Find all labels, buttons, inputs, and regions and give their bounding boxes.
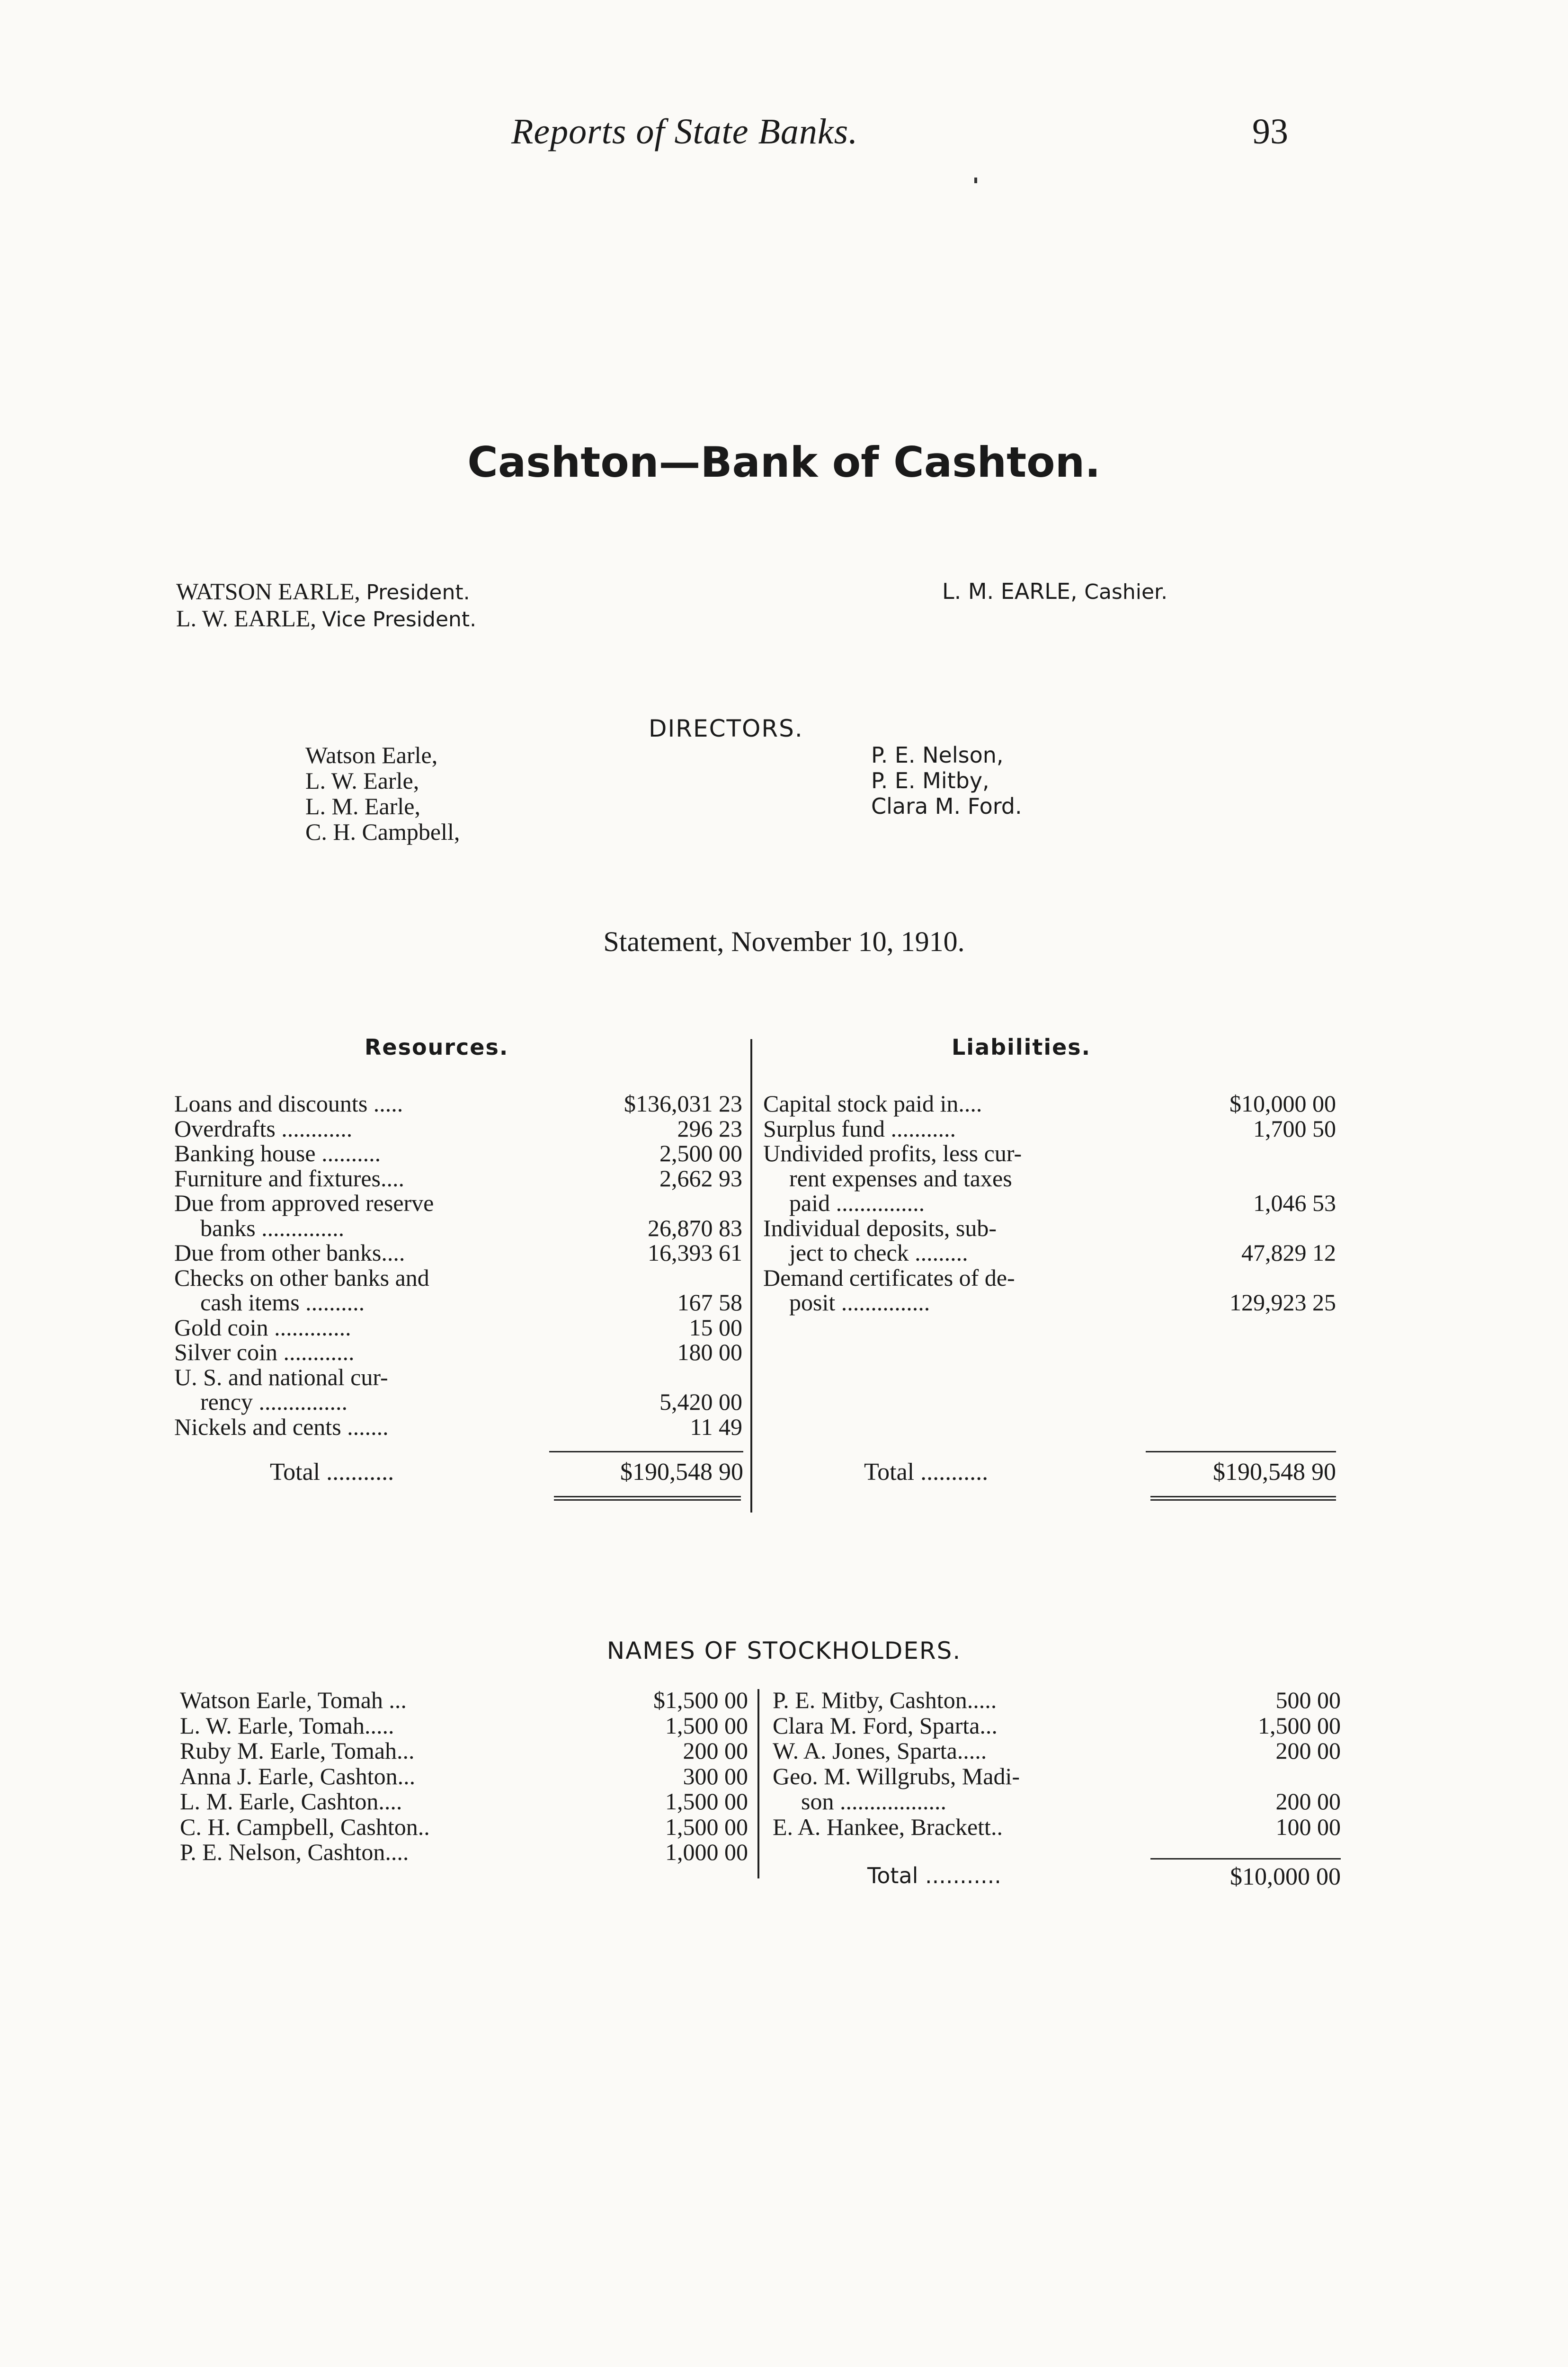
stockholder-row-amount: 200 00 xyxy=(1275,1737,1341,1764)
resource-row-label: banks .............. xyxy=(200,1214,345,1241)
stockholders-left-list xyxy=(180,1688,748,1865)
cashier-line xyxy=(942,578,1167,605)
stockholder-row xyxy=(180,1688,748,1713)
cashier-name: L. M. EARLE, xyxy=(942,578,1078,604)
resource-row-label: Nickels and cents ....... xyxy=(174,1413,389,1440)
resource-row-label: Banking house .......... xyxy=(174,1140,381,1166)
liabilities-total-amount: $190,548 90 xyxy=(1213,1459,1336,1486)
directors-right-list xyxy=(871,742,1022,819)
resource-row-label: Due from other banks.... xyxy=(174,1239,405,1266)
resource-row-label: Overdrafts ............ xyxy=(174,1115,353,1142)
resource-row-label: rency ............... xyxy=(200,1388,348,1415)
stockholder-row xyxy=(773,1738,1341,1764)
liability-row xyxy=(763,1091,1336,1116)
resources-total-amount: $190,548 90 xyxy=(620,1459,743,1486)
resource-row-label: Checks on other banks and xyxy=(174,1264,429,1291)
liability-row-label: Undivided profits, less cur- xyxy=(763,1140,1022,1166)
resource-row xyxy=(174,1166,742,1191)
stockholder-row xyxy=(773,1815,1341,1840)
liability-row-label: Capital stock paid in.... xyxy=(763,1090,982,1117)
stockholders-heading: NAMES OF STOCKHOLDERS. xyxy=(606,1637,962,1664)
stockholders-total-label: Total ........... xyxy=(867,1863,1001,1888)
stockholder-row-label: L. W. Earle, Tomah..... xyxy=(180,1712,394,1739)
resource-row-amount: 167 58 xyxy=(677,1289,742,1316)
resource-row-amount: 5,420 00 xyxy=(659,1388,742,1415)
liability-row-label: Surplus fund ........... xyxy=(763,1115,956,1142)
stockholder-row-amount: 1,500 00 xyxy=(665,1813,748,1840)
resource-row xyxy=(174,1415,742,1440)
stockholder-row xyxy=(773,1764,1341,1789)
resource-row xyxy=(174,1240,742,1265)
stockholder-row-amount: 1,500 00 xyxy=(665,1788,748,1815)
resource-row xyxy=(174,1290,742,1315)
resource-row-amount: $136,031 23 xyxy=(624,1090,742,1117)
stockholder-row-amount: 200 00 xyxy=(1275,1788,1341,1815)
resource-row xyxy=(174,1216,742,1241)
stockholder-row xyxy=(180,1738,748,1764)
stockholders-right-list xyxy=(773,1688,1341,1840)
director-name: L. M. Earle, xyxy=(305,793,420,819)
resource-row xyxy=(174,1091,742,1116)
resource-row-label: Due from approved reserve xyxy=(174,1190,434,1216)
resource-row-amount: 26,870 83 xyxy=(648,1214,742,1241)
liabilities-total-label: Total ........... xyxy=(864,1459,989,1486)
stockholder-row xyxy=(180,1815,748,1840)
page-number: 93 xyxy=(1252,112,1288,151)
director-name: P. E. Nelson, xyxy=(871,742,1004,768)
stockholder-row xyxy=(180,1789,748,1815)
resource-row-label: Gold coin ............. xyxy=(174,1314,351,1341)
director-name: Clara M. Ford. xyxy=(871,793,1022,819)
resource-row-amount: 16,393 61 xyxy=(648,1239,742,1266)
liability-row-label: paid ............... xyxy=(789,1190,925,1216)
resource-row xyxy=(174,1315,742,1340)
president-line xyxy=(176,578,476,605)
director-name: Watson Earle, xyxy=(305,742,438,768)
stockholder-row xyxy=(773,1789,1341,1815)
running-title: Reports of State Banks. xyxy=(511,112,858,151)
liability-row-label: ject to check ......... xyxy=(789,1239,968,1266)
stockholder-row-amount: 1,500 00 xyxy=(1258,1712,1341,1739)
resource-row xyxy=(174,1389,742,1415)
resource-row-amount: 296 23 xyxy=(677,1115,742,1142)
director-name: P. E. Mitby, xyxy=(871,768,989,793)
stockholder-row-label: C. H. Campbell, Cashton.. xyxy=(180,1813,430,1840)
liability-row-label: Demand certificates of de- xyxy=(763,1264,1015,1291)
resource-row-amount: 2,662 93 xyxy=(659,1165,742,1192)
stockholder-row xyxy=(180,1840,748,1865)
stockholder-row-amount: 200 00 xyxy=(683,1737,748,1764)
stockholders-total-amount: $10,000 00 xyxy=(1230,1863,1341,1890)
resource-row xyxy=(174,1340,742,1365)
stockholder-row-label: L. M. Earle, Cashton.... xyxy=(180,1788,402,1815)
stockholder-row-label: P. E. Mitby, Cashton..... xyxy=(773,1687,997,1713)
liability-row-amount: 47,829 12 xyxy=(1241,1239,1336,1266)
liability-row-amount: 129,923 25 xyxy=(1229,1289,1336,1316)
stockholder-row-label: Anna J. Earle, Cashton... xyxy=(180,1762,416,1789)
resource-row xyxy=(174,1365,742,1390)
liability-row xyxy=(763,1216,1336,1241)
liability-row xyxy=(763,1290,1336,1315)
resource-row-amount: 11 49 xyxy=(690,1413,742,1440)
resource-row-amount: 180 00 xyxy=(677,1339,742,1365)
stockholder-row-label: Watson Earle, Tomah ... xyxy=(180,1687,407,1713)
directors-heading: DIRECTORS. xyxy=(649,715,803,742)
statement-date: Statement, November 10, 1910. xyxy=(603,926,965,957)
stockholder-row xyxy=(180,1713,748,1739)
liability-row-amount: $10,000 00 xyxy=(1229,1090,1336,1117)
liabilities-list xyxy=(763,1091,1336,1315)
resource-row-label: U. S. and national cur- xyxy=(174,1363,388,1390)
resources-total-rule xyxy=(549,1451,743,1452)
stockholder-row-label: P. E. Nelson, Cashton.... xyxy=(180,1839,409,1865)
liabilities-heading: Liabilities. xyxy=(952,1034,1091,1060)
resource-row-label: cash items .......... xyxy=(200,1289,365,1316)
president-name: WATSON EARLE, xyxy=(176,578,360,605)
resource-row xyxy=(174,1141,742,1166)
liability-row xyxy=(763,1265,1336,1290)
resource-row xyxy=(174,1265,742,1290)
resources-double-rule xyxy=(554,1496,741,1501)
resource-row xyxy=(174,1116,742,1141)
liabilities-double-rule xyxy=(1150,1496,1336,1501)
resource-row-label: Furniture and fixtures.... xyxy=(174,1165,405,1192)
bank-title: Cashton—Bank of Cashton. xyxy=(467,438,1101,487)
stockholder-row-amount: $1,500 00 xyxy=(653,1687,748,1713)
cashier-role: Cashier. xyxy=(1084,580,1168,604)
stockholder-row xyxy=(773,1688,1341,1713)
resource-row-label: Silver coin ............ xyxy=(174,1339,355,1365)
stockholder-row-amount: 1,000 00 xyxy=(665,1839,748,1865)
liability-row xyxy=(763,1240,1336,1265)
stockholder-row xyxy=(180,1764,748,1789)
stockholder-row-label: son .................. xyxy=(801,1788,946,1815)
liability-row xyxy=(763,1166,1336,1191)
president-role: President. xyxy=(366,580,470,605)
resources-heading: Resources. xyxy=(365,1034,509,1060)
column-divider xyxy=(750,1039,752,1513)
vice-president-name: L. W. EARLE, xyxy=(176,605,316,632)
stockholder-row-amount: 100 00 xyxy=(1275,1813,1341,1840)
stockholder-row-label: E. A. Hankee, Brackett.. xyxy=(773,1813,1003,1840)
resources-total-label: Total ........... xyxy=(270,1459,394,1486)
vice-president-role: Vice President. xyxy=(322,607,477,632)
resources-list xyxy=(174,1091,742,1439)
resource-row-label: Loans and discounts ..... xyxy=(174,1090,403,1117)
stockholder-row-amount: 500 00 xyxy=(1275,1687,1341,1713)
stockholder-row-label: W. A. Jones, Sparta..... xyxy=(773,1737,987,1764)
liability-row-label: rent expenses and taxes xyxy=(789,1165,1012,1192)
stockholder-row-label: Ruby M. Earle, Tomah... xyxy=(180,1737,415,1764)
director-name: L. W. Earle, xyxy=(305,767,419,794)
stockholders-total-rule xyxy=(1150,1858,1341,1860)
liability-row xyxy=(763,1116,1336,1141)
stockholder-row-amount: 300 00 xyxy=(683,1762,748,1789)
stockholder-row-label: Clara M. Ford, Sparta... xyxy=(773,1712,998,1739)
stockholder-row xyxy=(773,1713,1341,1739)
stockholder-row-label: Geo. M. Willgrubs, Madi- xyxy=(773,1762,1020,1789)
liability-row xyxy=(763,1141,1336,1166)
vice-president-line xyxy=(176,605,476,632)
print-speck xyxy=(974,178,977,183)
officers-left xyxy=(176,578,476,632)
resource-row-amount: 15 00 xyxy=(689,1314,742,1341)
liability-row-amount: 1,046 53 xyxy=(1253,1190,1336,1216)
directors-left-list xyxy=(305,742,460,845)
liabilities-total-rule xyxy=(1146,1451,1336,1452)
stockholders-divider xyxy=(757,1689,759,1878)
resource-row-amount: 2,500 00 xyxy=(659,1140,742,1166)
liability-row-amount: 1,700 50 xyxy=(1253,1115,1336,1142)
liability-row-label: posit ............... xyxy=(789,1289,930,1316)
liability-row xyxy=(763,1191,1336,1216)
director-name: C. H. Campbell, xyxy=(305,819,460,845)
stockholder-row-amount: 1,500 00 xyxy=(665,1712,748,1739)
resource-row xyxy=(174,1191,742,1216)
liability-row-label: Individual deposits, sub- xyxy=(763,1214,997,1241)
